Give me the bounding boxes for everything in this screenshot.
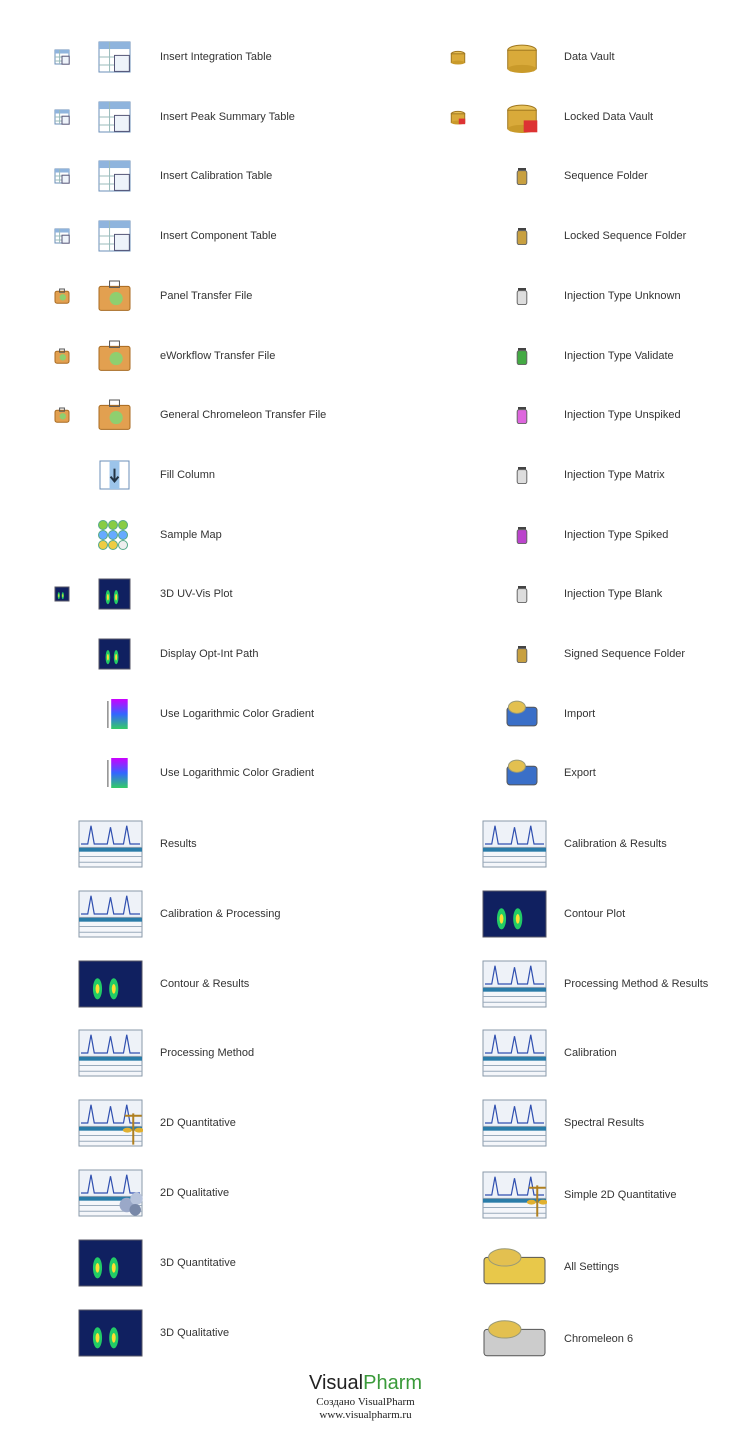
calibration-results-icon [482, 820, 547, 868]
icon-label: Injection Type Blank [564, 588, 663, 601]
icon-label: Signed Sequence Folder [564, 648, 686, 660]
injection-matrix-icon [514, 466, 530, 484]
icon-label: Fill Column [160, 468, 216, 481]
made-by-text: Создано VisualPharm [316, 1396, 415, 1408]
2d-quantitative-icon [78, 1099, 143, 1147]
injection-validate-icon [514, 347, 530, 365]
export-icon [505, 756, 539, 790]
all-settings-icon [482, 1243, 547, 1291]
panel-transfer-icon [98, 280, 131, 312]
injection-unspiked-icon [514, 406, 530, 424]
icon-label: Export [564, 767, 596, 780]
icon-label: Injection Type Matrix [564, 468, 665, 481]
log-gradient-icon [98, 698, 131, 730]
contour-plot-icon [482, 890, 547, 938]
integration-table-icon [98, 41, 131, 73]
spectral-results-icon [482, 1099, 547, 1147]
uv-vis-plot-icon [98, 578, 131, 610]
calibration-table-icon-small [54, 168, 70, 184]
icon-label: Simple 2D Quantitative [564, 1189, 677, 1201]
integration-table-icon-small [54, 49, 70, 65]
icon-label: Sequence Folder [564, 170, 648, 183]
icon-label: Use Logarithmic Color Gradient [160, 767, 315, 780]
general-transfer-icon-small [54, 407, 70, 423]
peak-summary-table-icon-small [54, 109, 70, 125]
icon-label: Spectral Results [564, 1117, 645, 1130]
icon-label: Insert Component Table [160, 230, 277, 243]
injection-blank-icon [514, 585, 530, 603]
icon-label: Data Vault [564, 51, 615, 63]
import-icon [505, 697, 539, 731]
processing-method-icon [78, 1029, 143, 1077]
component-table-icon [98, 220, 131, 252]
locked-data-vault-icon [505, 100, 539, 134]
injection-spiked-icon [514, 526, 530, 544]
icon-label: 3D Quantitative [160, 1256, 236, 1269]
peak-summary-table-icon [98, 101, 131, 133]
icon-label: 2D Qualitative [160, 1187, 230, 1199]
icon-label: Calibration & Processing [160, 907, 281, 920]
icon-label: Results [160, 838, 197, 850]
injection-unknown-icon [514, 287, 530, 305]
fill-column-icon [98, 459, 131, 491]
icon-label: Import [564, 707, 596, 720]
icon-label: 3D Qualitative [160, 1326, 230, 1339]
icon-label: eWorkflow Transfer File [160, 349, 276, 362]
icon-label: Calibration & Results [564, 838, 667, 850]
icon-label: Processing Method & Results [564, 977, 709, 990]
icon-label: Injection Type Unspiked [564, 409, 681, 422]
icon-label: 2D Quantitative [160, 1117, 236, 1130]
icon-label: Panel Transfer File [160, 289, 253, 302]
icon-label: Insert Peak Summary Table [160, 110, 295, 123]
eworkflow-transfer-icon [98, 340, 131, 372]
icon-label: Injection Type Unknown [564, 289, 681, 302]
icon-label: Calibration [564, 1047, 617, 1060]
brand-part-2: Pharm [363, 1372, 423, 1394]
icon-label: Chromeleon 6 [564, 1332, 634, 1345]
icon-label: Insert Calibration Table [160, 170, 273, 183]
log-gradient-icon-2 [98, 757, 131, 789]
brand-part-1: Visual [308, 1372, 364, 1394]
2d-qualitative-icon [78, 1169, 143, 1217]
data-vault-icon [505, 40, 539, 74]
signed-sequence-folder-icon [514, 645, 530, 663]
icon-label: Display Opt-Int Path [160, 648, 259, 660]
sample-map-icon [98, 519, 131, 551]
brand-logo [0, 1372, 731, 1395]
calibration-processing-icon [78, 890, 143, 938]
website-url: www.visualpharm.ru [319, 1409, 412, 1421]
locked-data-vault-icon-small [450, 109, 466, 125]
icon-label: Insert Integration Table [160, 51, 272, 63]
simple-2d-quantitative-icon [482, 1171, 547, 1219]
icon-label: Contour Plot [564, 907, 626, 920]
uv-vis-plot-icon-small [54, 586, 70, 602]
locked-sequence-folder-icon [514, 227, 530, 245]
icon-label: 3D UV-Vis Plot [160, 588, 233, 601]
eworkflow-transfer-icon-small [54, 348, 70, 364]
panel-transfer-icon-small [54, 288, 70, 304]
contour-results-icon [78, 960, 143, 1008]
icon-label: Locked Sequence Folder [564, 230, 687, 243]
icon-label: All Settings [564, 1260, 620, 1273]
data-vault-icon-small [450, 49, 466, 65]
processing-method-results-icon [482, 960, 547, 1008]
results-icon [78, 820, 143, 868]
icon-label: Contour & Results [160, 977, 250, 990]
chromeleon-6-icon [482, 1315, 547, 1363]
sequence-folder-icon [514, 167, 530, 185]
icon-label: Use Logarithmic Color Gradient [160, 707, 315, 720]
calibration-icon [482, 1029, 547, 1077]
calibration-table-icon [98, 160, 131, 192]
icon-label: Sample Map [160, 528, 222, 541]
3d-qualitative-icon [78, 1309, 143, 1357]
icon-label: Injection Type Spiked [564, 528, 669, 541]
icon-label: Processing Method [160, 1047, 255, 1060]
general-transfer-icon [98, 399, 131, 431]
3d-quantitative-icon [78, 1239, 143, 1287]
icon-label: Injection Type Validate [564, 349, 674, 362]
icon-label: General Chromeleon Transfer File [160, 409, 327, 422]
icon-label: Locked Data Vault [564, 110, 654, 123]
component-table-icon-small [54, 228, 70, 244]
opt-int-path-icon [98, 638, 131, 670]
